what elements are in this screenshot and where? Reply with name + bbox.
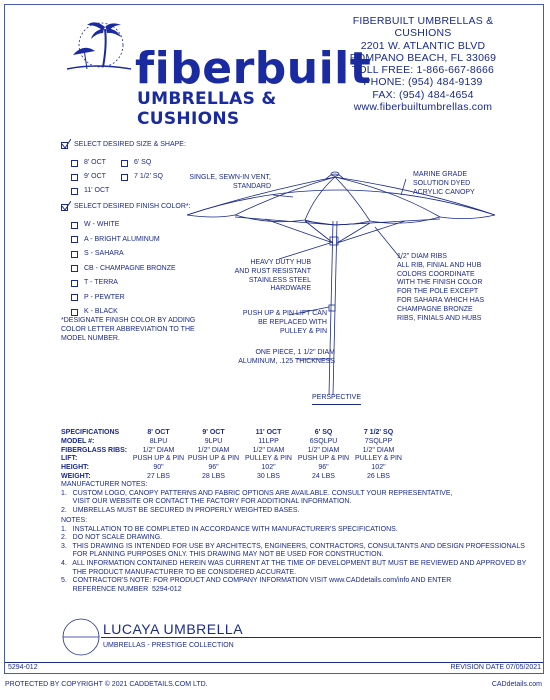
phone: PHONE: (954) 484-9139 — [363, 76, 483, 89]
address-line-2: POMPANO BEACH, FL 33069 — [349, 51, 497, 64]
color-options — [71, 221, 176, 316]
color-option[interactable]: A - BRIGHT ALUMINUM — [71, 236, 176, 244]
checkbox[interactable] — [71, 265, 78, 272]
fax: FAX: (954) 484-4654 — [372, 88, 474, 101]
specifications-table — [61, 429, 406, 482]
callout-canopy: MARINE GRADE SOLUTION DYED ACRYLIC CANOPY — [413, 171, 475, 196]
title-rule — [101, 637, 541, 638]
size-heading: SELECT DESIRED SIZE & SHAPE: — [61, 141, 201, 149]
checked-box-icon — [61, 204, 68, 211]
color-option[interactable]: K - BLACK — [71, 308, 176, 316]
perspective-label: PERSPECTIVE — [312, 394, 361, 405]
website-link[interactable]: www.fiberbuiltumbrellas.com — [353, 101, 493, 114]
size-options-col2 — [121, 159, 163, 181]
caddetails-link[interactable]: CADdetails.com — [491, 681, 542, 688]
color-option[interactable]: S - SAHARA — [71, 250, 176, 258]
checked-box-icon — [61, 142, 68, 149]
list-item: VISIT OUR WEBSITE OR CONTACT THE FACTORY FOR ADDITIONAL INFORMATION. — [61, 498, 352, 506]
color-heading: SELECT DESIRED FINISH COLOR*: — [61, 203, 221, 211]
reference-number: 5294-012 — [8, 664, 38, 671]
company-name: FIBERBUILT UMBRELLAS & CUSHIONS — [352, 15, 494, 40]
checkbox[interactable] — [71, 280, 78, 287]
checkbox[interactable] — [71, 236, 78, 243]
specs-header-cell: SPECIFICATIONS — [61, 429, 120, 436]
table-row: HEIGHT: 90" 96" 102" 96" 102" — [61, 464, 386, 472]
specs-header-cell: 9' OCT — [202, 429, 225, 436]
callout-vent: SINGLE, SEWN-IN VENT, STANDARD — [189, 174, 271, 190]
specs-header-cell: 8' OCT — [147, 429, 170, 436]
size-option[interactable]: 7 1/2' SQ — [121, 173, 163, 181]
revision-date: REVISION DATE 07/05/2021 — [450, 664, 541, 671]
checkbox[interactable] — [121, 160, 128, 167]
list-item: THE PRODUCT MANUFACTURER TO BE CONSIDERED ACCURATE. — [61, 568, 297, 576]
specs-header-cell: 6' SQ — [314, 429, 333, 436]
list-item: 1. INSTALLATION TO BE COMPLETED IN ACCORDANCE WITH MANUFACTURER'S SPECIFICATIONS. — [61, 525, 398, 533]
manufacturer-notes — [61, 481, 541, 515]
drawing-subtitle: UMBRELLAS - PRESTIGE COLLECTION — [103, 642, 234, 649]
specs-header-row — [61, 429, 406, 438]
callout-pole: ONE PIECE, 1 1/2" DIAM ALUMINUM, .125 THICKNESS — [238, 349, 335, 365]
list-item: 5. CONTRACTOR'S NOTE: FOR PRODUCT AND COMPANY INFORMATION VISIT www.CADdetails.com/info AND ENTER — [61, 577, 452, 585]
size-option[interactable]: 11' OCT — [71, 187, 109, 195]
checkbox[interactable] — [71, 188, 78, 195]
checkbox[interactable] — [121, 174, 128, 181]
size-selection — [61, 141, 201, 149]
color-option[interactable]: T - TERRA — [71, 279, 176, 287]
size-option[interactable]: 8' OCT — [71, 159, 109, 167]
size-option[interactable]: 6' SQ — [121, 159, 163, 167]
company-logo — [65, 15, 372, 129]
notes-heading: NOTES: — [61, 517, 88, 524]
callout-hub: HEAVY DUTY HUB AND RUST RESISTANT STAINLESS STEEL HARDWARE — [234, 259, 311, 293]
title-circle-icon — [61, 617, 101, 657]
checkbox[interactable] — [71, 251, 78, 258]
list-item: 2. UMBRELLAS MUST BE SECURED IN PROPERLY WEIGHTED BASES. — [61, 506, 300, 514]
checkbox[interactable] — [71, 174, 78, 181]
checkbox[interactable] — [71, 294, 78, 301]
manufacturer-notes-heading: MANUFACTURER NOTES: — [61, 481, 148, 488]
list-item: 4. ALL INFORMATION CONTAINED HEREIN WAS CURRENT AT THE TIME OF DEVELOPMENT BUT MUST BE REVIEWED AND APPROVED BY — [61, 559, 527, 567]
drawing-title: LUCAYA UMBRELLA — [103, 621, 244, 637]
checkbox[interactable] — [71, 160, 78, 167]
logo-wordmark: fiberbuilt — [135, 43, 372, 94]
list-item: 1. CUSTOM LOGO, CANOPY PATTERNS AND FABRIC OPTIONS ARE AVAILABLE. CONSULT YOUR REPRESENTATIVE, — [61, 489, 453, 497]
checkbox[interactable] — [71, 222, 78, 229]
copyright-footer: PROTECTED BY COPYRIGHT © 2021 CADDETAILS.COM LTD. — [5, 681, 208, 688]
specs-header-cell: 7 1/2' SQ — [363, 429, 394, 436]
table-row: WEIGHT: 27 LBS 28 LBS 30 LBS 24 LBS 26 LBS — [61, 472, 390, 480]
size-options-col1 — [71, 159, 109, 195]
list-item: 3. THIS DRAWING IS INTENDED FOR USE BY ARCHITECTS, ENGINEERS, CONTRACTORS, CONSULTANTS AND DESIGN PROFESSIONALS — [61, 542, 525, 550]
size-option[interactable]: 9' OCT — [71, 173, 109, 181]
table-row: FIBERGLASS RIBS: 1/2" DIAM 1/2" DIAM 1/2" DIAM 1/2" DIAM 1/2" DIAM — [61, 446, 395, 454]
finish-color-note: *DESIGNATE FINISH COLOR BY ADDING COLOR LETTER ABBREVIATION TO THE MODEL NUMBER. — [61, 317, 196, 342]
drawing-sheet — [4, 4, 544, 674]
checkbox[interactable] — [71, 309, 78, 316]
table-row: MODEL #: 8LPU 9LPU 11LPP 6SQLPU 7SQLPP — [61, 437, 393, 445]
specs-header-cell: 11' OCT — [255, 429, 282, 436]
title-bottom-rule — [5, 662, 543, 663]
toll-free: TOLL FREE: 1-866-667-8666 — [351, 64, 495, 77]
title-block — [5, 615, 545, 675]
color-option[interactable]: CB - CHAMPAGNE BRONZE — [71, 265, 176, 273]
list-item: REFERENCE NUMBER 5294-012 — [61, 585, 182, 593]
palm-tree-umbrella-icon — [65, 15, 145, 85]
color-option[interactable]: W - WHITE — [71, 221, 176, 229]
callout-lift: PUSH UP & PIN LIFT CAN BE REPLACED WITH PULLEY & PIN — [242, 310, 327, 335]
list-item: FOR PLANNING PURPOSES ONLY. THIS DRAWING MAY NOT BE USED FOR CONSTRUCTION. — [61, 551, 384, 559]
callout-ribs: 1/2" DIAM RIBS ALL RIB, FINIAL AND HUB COLORS COORDINATE WITH THE FINISH COLOR FOR THE POLE EXCEPT FOR SAHARA WHICH HAS CHAMPAGNE BRONZE RIBS, FINIALS AND HUBS — [397, 253, 485, 322]
logo-subtitle: UMBRELLAS & CUSHIONS — [137, 89, 277, 129]
list-item: 2. DO NOT SCALE DRAWING. — [61, 534, 163, 542]
general-notes — [61, 517, 541, 594]
address-line-1: 2201 W. ATLANTIC BLVD — [360, 39, 486, 52]
company-address-block — [323, 15, 523, 113]
table-row: LIFT: PUSH UP & PIN PUSH UP & PIN PULLEY & PIN PUSH UP & PIN PULLEY & PIN — [61, 455, 402, 463]
color-option[interactable]: P - PEWTER — [71, 294, 176, 302]
